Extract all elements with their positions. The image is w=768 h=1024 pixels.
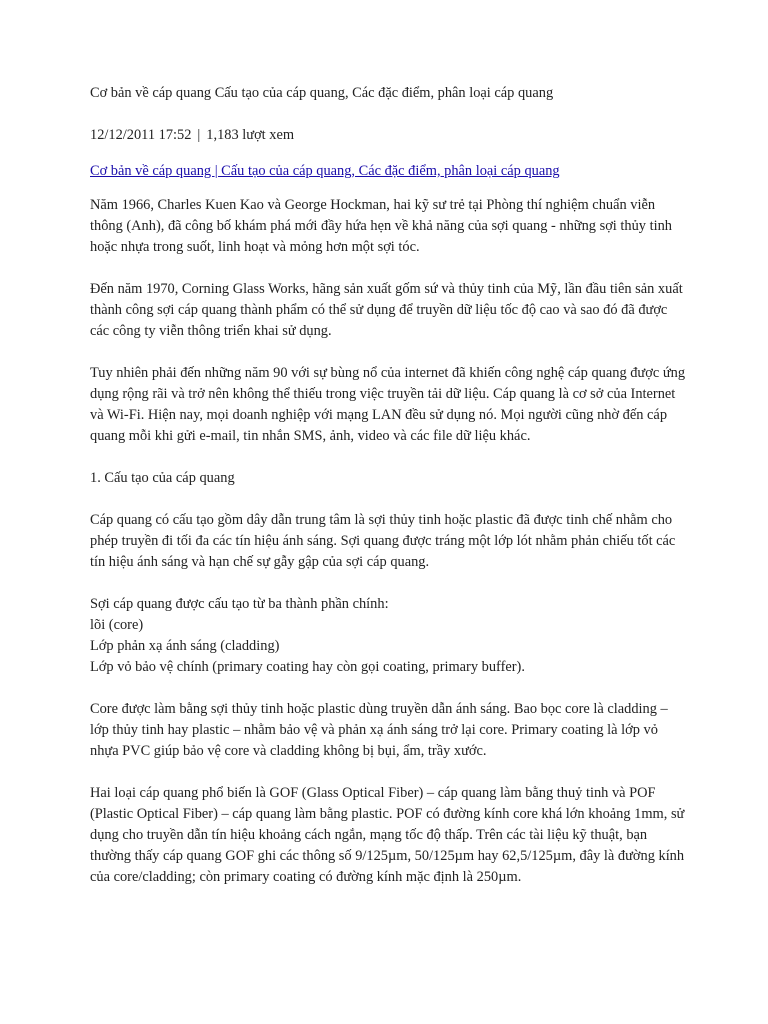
paragraph-history-1966: Năm 1966, Charles Kuen Kao và George Hockman, hai kỹ sư trẻ tại Phòng thí nghiệm chuẩn viễn thông (Anh), đã công bố khám phá mới đầy hứa hẹn về khả năng của sợi quang - những sợi thủy tinh hoặc nhựa trong suốt, linh hoạt và mỏng hơn một sợi tóc. — [90, 197, 672, 255]
section-heading: 1. Cấu tạo của cáp quang — [90, 470, 235, 486]
paragraph-core: Core được làm bằng sợi thủy tinh hoặc plastic dùng truyền dẫn ánh sáng. Bao bọc core là cladding – lớp thủy tinh hay plastic – nhằm bảo vệ và phản xạ ánh sáng trở lại core. Primary coating là lớp vỏ nhựa PVC giúp bảo vệ core và cladding không bị bụi, ẩm, trầy xước. — [90, 701, 668, 759]
paragraph-structure: Cáp quang có cấu tạo gồm dây dẫn trung tâm là sợi thủy tinh hoặc plastic đã được tinh chế nhằm cho phép truyền đi tối đa các tín hiệu ánh sáng. Sợi quang được tráng một lớp lót nhằm phản chiếu tốt các tín hiệu ánh sáng và hạn chế sự gẫy gập của sợi cáp quang. — [90, 512, 676, 570]
document-page — [90, 83, 690, 888]
paragraph-fiber-types: Hai loại cáp quang phổ biến là GOF (Glass Optical Fiber) – cáp quang làm bằng thuỷ tinh và POF (Plastic Optical Fiber) – cáp quang làm bằng plastic. POF có đường kính core khá lớn khoảng 1mm, sử dụng cho truyền dẫn tín hiệu khoảng cách ngắn, mạng tốc độ thấp. Trên các tài liệu kỹ thuật, bạn thường thấy cáp quang GOF ghi các thông số 9/125µm, 50/125µm hay 62,5/125µm, đây là đường kính của core/cladding; còn primary coating có đường kính mặc định là 250µm. — [90, 785, 685, 885]
list-item: Lớp phản xạ ánh sáng (cladding) — [90, 638, 280, 654]
list-item: lõi (core) — [90, 617, 144, 633]
meta-separator: | — [197, 127, 201, 143]
post-date: 12/12/2011 17:52 — [90, 127, 192, 143]
paragraph-history-internet: Tuy nhiên phải đến những năm 90 với sự bùng nổ của internet đã khiến công nghệ cáp quang được ứng dụng rộng rãi và trở nên không thể thiếu trong việc truyền tải dữ liệu. Cáp quang là cơ sở của Internet và Wi-Fi. Hiện nay, mọi doanh nghiệp với mạng LAN đều sử dụng nó. Mọi người cũng nhờ đến cáp quang mỗi khi gửi e-mail, tin nhắn SMS, ảnh, video và các file dữ liệu khác. — [90, 365, 686, 444]
post-meta — [90, 125, 690, 146]
article-link[interactable]: Cơ bản về cáp quang | Cấu tạo của cáp quang, Các đặc điểm, phân loại cáp quang — [90, 163, 560, 179]
components-intro: Sợi cáp quang được cấu tạo từ ba thành phần chính: — [90, 596, 389, 612]
list-item: Lớp vỏ bảo vệ chính (primary coating hay còn gọi coating, primary buffer). — [90, 659, 525, 675]
page-title: Cơ bản về cáp quang Cấu tạo của cáp quang, Các đặc điểm, phân loại cáp quang — [90, 85, 554, 101]
components-list — [90, 594, 690, 678]
paragraph-history-1970: Đến năm 1970, Corning Glass Works, hãng sản xuất gốm sứ và thủy tinh của Mỹ, lần đầu tiên sản xuất thành công sợi cáp quang thành phẩm có thể sử dụng để truyền dữ liệu tốc độ cao và sao đó đã được các công ty viễn thông triển khai sử dụng. — [90, 281, 683, 339]
view-count: 1,183 lượt xem — [206, 127, 295, 143]
